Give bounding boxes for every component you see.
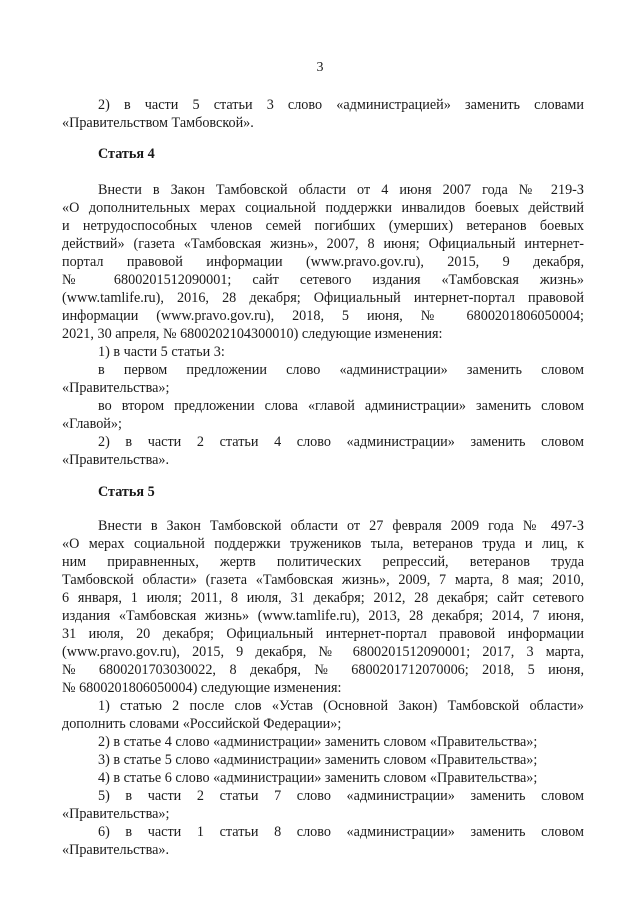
text-line: 1) статью 2 после слов «Устав (Основной Закон) Тамбовской области»	[98, 698, 584, 714]
text-line: «Правительства».	[62, 842, 170, 858]
text-line: 4) в статье 6 слово «администрации» заменить словом «Правительства»;	[98, 770, 538, 786]
text-line: во втором предложении слова «главой администрации» заменить словом	[98, 398, 584, 414]
text-line: «Главой»;	[62, 416, 122, 432]
text-line: «Правительством Тамбовской».	[62, 115, 254, 131]
text-line: 2) в части 2 статьи 4 слово «администрации» заменить словом	[98, 434, 584, 450]
text-line: дополнить словами «Российской Федерации»;	[62, 716, 342, 732]
text-line: ним приравненных, жертв политических репрессий, ветеранов труда	[62, 554, 584, 570]
article-5-heading: Статья 5	[98, 484, 155, 500]
text-line: «Правительства»;	[62, 380, 170, 396]
text-line: портал правовой информации (www.pravo.gov.ru), 2015, 9 декабря,	[62, 254, 584, 270]
text-line: «Правительства».	[62, 452, 170, 468]
text-line: «О дополнительных мерах социальной поддержки инвалидов боевых действий	[62, 200, 584, 216]
text-line: № 6800201806050004) следующие изменения:	[62, 680, 342, 696]
text-line: 6 января, 1 июля; 2011, 8 июля, 31 декабря; 2012, 28 декабря; сайт сетевого	[62, 590, 584, 606]
text-line: 2) в части 5 статьи 3 слово «администрацией» заменить словами	[98, 97, 584, 113]
page-number: 3	[316, 60, 324, 75]
text-line: 2021, 30 апреля, № 6800202104300010) следующие изменения:	[62, 326, 443, 342]
text-line: Внести в Закон Тамбовской области от 27 февраля 2009 года № 497-З	[98, 518, 584, 534]
text-line: 3) в статье 5 слово «администрации» заменить словом «Правительства»;	[98, 752, 538, 768]
text-line: «О мерах социальной поддержки тружеников тыла, ветеранов труда и лиц, к	[62, 536, 584, 552]
text-line: и нетрудоспособных членов семей погибших (умерших) ветеранов боевых	[62, 218, 584, 234]
text-line: (www.tamlife.ru), 2016, 28 декабря; Официальный интернет-портал правовой	[62, 290, 584, 306]
text-line: издания «Тамбовская жизнь» (www.tamlife.ru), 2013, 28 декабря; 2014, 7 июня,	[62, 608, 584, 624]
text-line: (www.pravo.gov.ru), 2015, 9 декабря, № 6800201512090001; 2017, 3 марта,	[62, 644, 584, 660]
article-4-heading: Статья 4	[98, 146, 155, 162]
text-line: «Правительства»;	[62, 806, 170, 822]
text-line: 1) в части 5 статьи 3:	[98, 344, 225, 360]
text-line: 5) в части 2 статьи 7 слово «администрации» заменить словом	[98, 788, 584, 804]
text-line: № 6800201512090001; сайт сетевого издания «Тамбовская жизнь»	[62, 272, 584, 288]
text-line: 6) в части 1 статьи 8 слово «администрации» заменить словом	[98, 824, 584, 840]
text-line: Тамбовской области» (газета «Тамбовская жизнь», 2009, 7 марта, 8 мая; 2010,	[62, 572, 584, 588]
text-line: действий» (газета «Тамбовская жизнь», 2007, 8 июня; Официальный интернет-	[62, 236, 584, 252]
text-line: Внести в Закон Тамбовской области от 4 июня 2007 года № 219-З	[98, 182, 584, 198]
text-line: информации (www.pravo.gov.ru), 2018, 5 июня, № 6800201806050004;	[62, 308, 584, 324]
text-line: 31 июля, 20 декабря; Официальный интернет-портал правовой информации	[62, 626, 584, 642]
text-line: № 6800201703030022, 8 декабря, № 6800201712070006; 2018, 5 июня,	[62, 662, 584, 678]
text-line: в первом предложении слово «администрации» заменить словом	[98, 362, 584, 378]
text-line: 2) в статье 4 слово «администрации» заменить словом «Правительства»;	[98, 734, 538, 750]
